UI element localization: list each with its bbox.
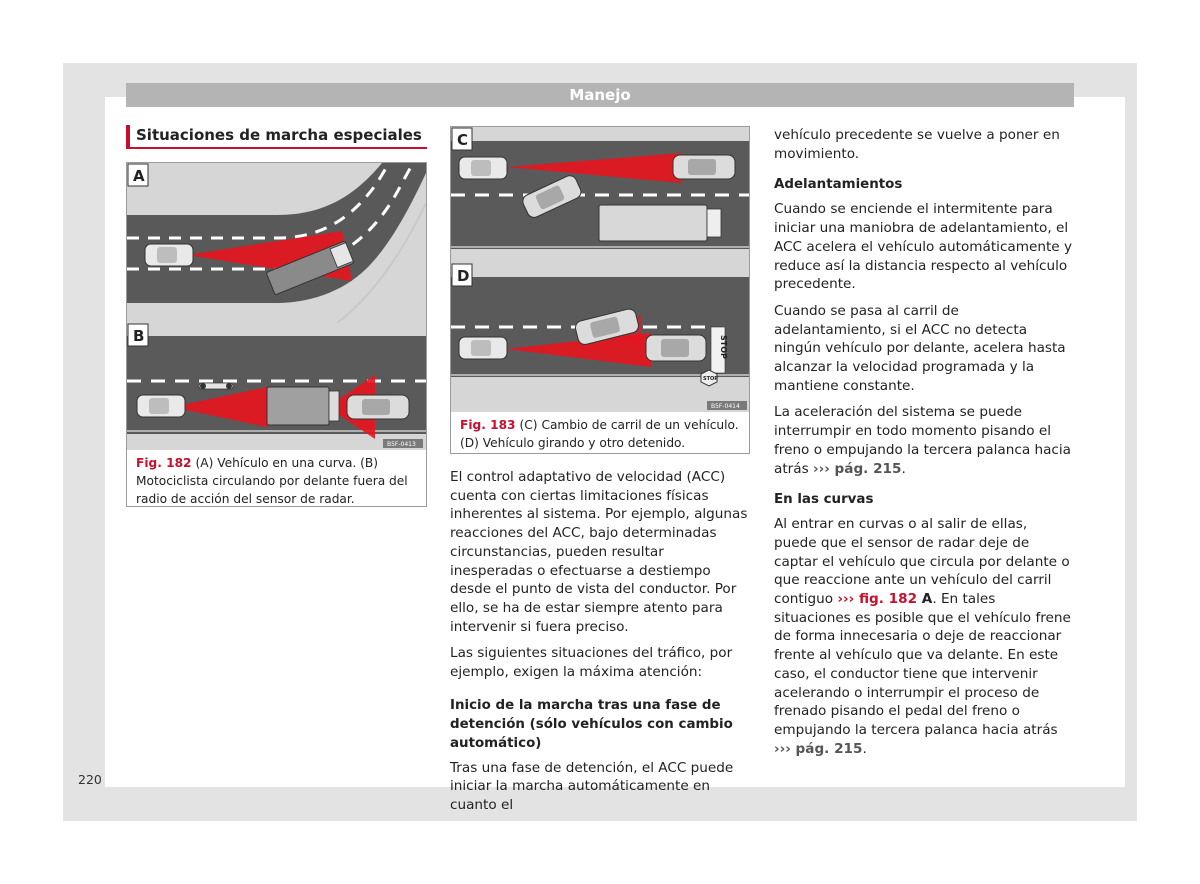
- right-paragraph-4: Al entrar en curvas o al salir de ellas, puede que el sensor de radar deje de captar el vehículo que circula por delante o que reaccione ante un vehículo del carril contiguo ››› fig. 182 A. En tales situaciones es posible que el vehículo frene de forma innecesaria o deje de reaccionar frente al vehículo que va delante. En este caso, el conductor tiene que intervenir acelerando o interrumpir el proceso de frenado pisando el pedal del freno o empujando la tercera palanca hacia atrás ››› pág. 215.: [774, 516, 1071, 757]
- panel-label-c: C: [457, 131, 469, 149]
- page-reference-link[interactable]: ››› pág. 215: [813, 460, 902, 477]
- middle-paragraph-2: Las siguientes situaciones del tráfico, por ejemplo, exigen la máxima atención:: [450, 645, 733, 681]
- right-column: [774, 126, 1074, 766]
- figure-182: [126, 162, 427, 507]
- figure-183: [450, 126, 750, 454]
- figure-183-caption-text: (C) Cambio de carril de un vehículo. (D) Vehículo girando y otro detenido.: [460, 418, 739, 450]
- figure-183-label: Fig. 183: [460, 418, 516, 432]
- figure-reference-fig: fig. 182: [858, 591, 918, 608]
- stop-sign: STOP: [703, 376, 718, 382]
- page-number: 220: [78, 772, 102, 787]
- right-paragraph-0: vehículo precedente se vuelve a poner en movimiento.: [774, 127, 1060, 162]
- figure-reference-arrows: ›››: [837, 591, 855, 608]
- figure-reference-link[interactable]: [837, 591, 932, 607]
- figure-reference-panel: A: [921, 591, 933, 608]
- road-stop-marking: STOP: [719, 335, 728, 359]
- chapter-header: Manejo: [126, 83, 1074, 107]
- right-paragraph-1: Cuando se enciende el intermitente para iniciar una maniobra de adelantamiento, el ACC acelera el vehículo automáticamente y reduce así la distancia respecto al vehículo precedente.: [774, 201, 1073, 293]
- panel-label-d: D: [457, 267, 470, 285]
- figure-183-code: B5F-0414: [711, 403, 740, 410]
- figure-182-caption: [127, 450, 426, 514]
- section-title: Situaciones de marcha especiales: [126, 125, 427, 149]
- middle-column: [450, 468, 750, 823]
- right-paragraph-4-text-a: Al entrar en curvas o al salir de ellas, puede que el sensor de radar deje de captar el vehículo que circula por delante o que reaccione ante un vehículo del carril contiguo: [774, 516, 1070, 608]
- right-paragraph-3: La aceleración del sistema se puede interrumpir en todo momento pisando el freno o empujando la tercera palanca hacia atrás ››› pág. 215.: [774, 404, 1071, 477]
- page-reference-link-2[interactable]: ››› pág. 215: [774, 740, 863, 757]
- panel-label-b: B: [133, 327, 145, 345]
- middle-paragraph-3: Tras una fase de detención, el ACC puede iniciar la marcha automáticamente en cuanto el: [450, 759, 734, 814]
- right-paragraph-2: Cuando se pasa al carril de adelantamiento, si el ACC no detecta ningún vehículo por delante, acelera hasta alcanzar la velocidad programada y la mantiene constante.: [774, 302, 1066, 394]
- middle-paragraph-1: El control adaptativo de velocidad (ACC) cuenta con ciertas limitaciones físicas inherentes al sistema. Por ejemplo, algunas reacciones del ACC, bajo determinadas circunstancias, pueden resultar inesperadas o efectuarse a destiempo desde el punto de vista del conductor. Por ello, se ha de estar siempre atento para intervenir si fuera preciso.: [450, 469, 748, 635]
- figure-182-caption-text: (A) Vehículo en una curva. (B) Motociclista circulando por delante fuera del radio de acción del sensor de radar.: [136, 456, 408, 506]
- figure-182-label: Fig. 182: [136, 456, 192, 470]
- figure-183-illustration: [451, 127, 749, 412]
- figure-182-code: B5F-0413: [387, 441, 416, 448]
- right-heading-adelantamientos: Adelantamientos: [774, 177, 903, 193]
- middle-heading-1: Inicio de la marcha tras una fase de detención (sólo vehículos con cambio automático): [450, 697, 733, 751]
- panel-label-a: A: [133, 167, 145, 185]
- right-paragraph-4-text-b: . En tales situaciones es posible que el vehículo frene de forma innecesaria o deje de reaccionar frente al vehículo que va delante. En este caso, el conductor tiene que intervenir acelerando o interrumpir el proceso de frenado pisando el pedal del freno o empujando la tercera palanca hacia atrás: [774, 591, 1071, 738]
- figure-183-caption: [451, 412, 749, 458]
- right-heading-curvas: En las curvas: [774, 492, 874, 508]
- figure-182-illustration: [127, 163, 426, 450]
- right-paragraph-3-text: La aceleración del sistema se puede interrumpir en todo momento pisando el freno o empujando la tercera palanca hacia atrás: [774, 404, 1071, 477]
